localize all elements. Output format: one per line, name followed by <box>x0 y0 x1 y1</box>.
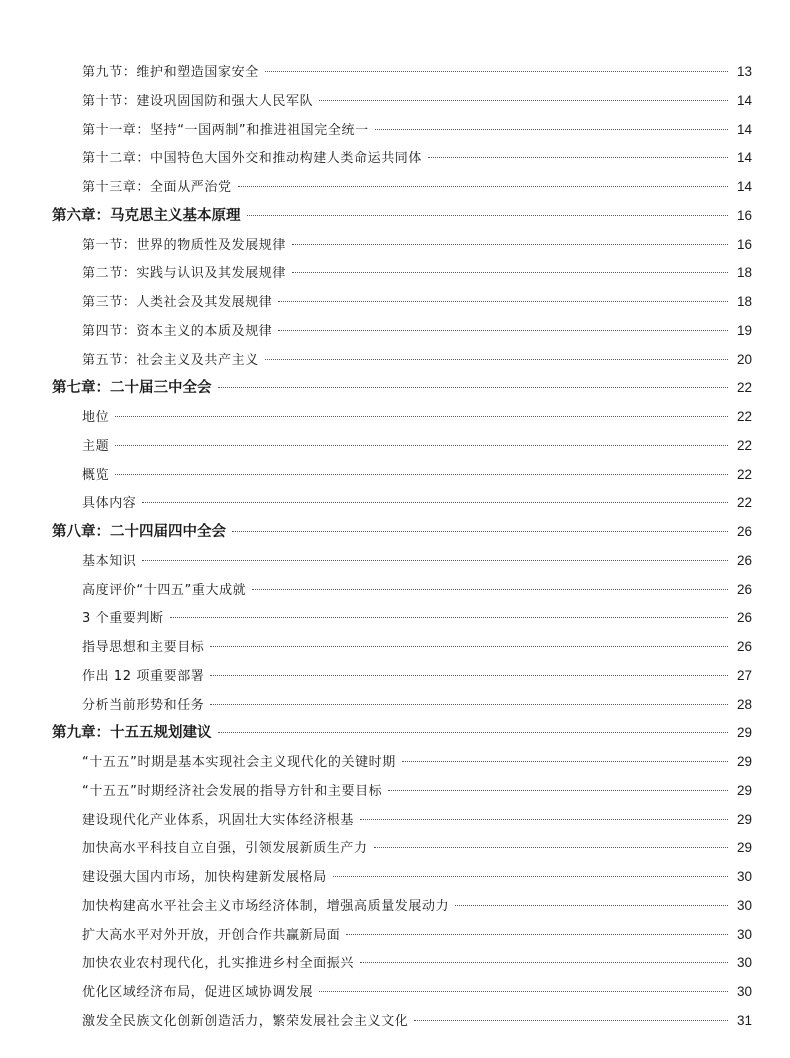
toc-section-entry[interactable] <box>0 288 790 317</box>
toc-page-number: 29 <box>736 782 752 798</box>
toc-dot-leader <box>232 531 728 532</box>
toc-section-entry[interactable] <box>0 173 790 202</box>
toc-section-entry[interactable] <box>0 921 790 950</box>
toc-page-number: 30 <box>736 955 752 971</box>
toc-entry-title: 第八章：二十四届四中全会 <box>52 524 226 540</box>
toc-dot-leader <box>115 445 728 446</box>
toc-page-number: 22 <box>736 437 752 453</box>
toc-entry-title: 第十一章：坚持“一国两制”和推进祖国完全统一 <box>82 122 369 138</box>
toc-section-entry[interactable] <box>0 949 790 978</box>
toc-entry-title: “十五五”时期经济社会发展的指导方针和主要目标 <box>82 783 383 799</box>
toc-dot-leader <box>115 474 728 475</box>
toc-page-number: 18 <box>736 265 752 281</box>
toc-dot-leader <box>210 675 728 676</box>
toc-page-number: 13 <box>736 64 752 79</box>
toc-section-entry[interactable] <box>0 346 790 375</box>
toc-page-number: 14 <box>736 179 752 194</box>
toc-dot-leader <box>210 704 728 705</box>
toc-page-number: 29 <box>736 725 752 741</box>
toc-entry-title: 扩大高水平对外开放，开创合作共赢新局面 <box>82 927 341 943</box>
toc-section-entry[interactable] <box>0 144 790 173</box>
toc-entry-title: 作出 12 项重要部署 <box>82 668 205 684</box>
toc-dot-leader <box>402 761 728 762</box>
toc-entry-title: 建设强大国内市场，加快构建新发展格局 <box>82 870 327 885</box>
toc-page-number: 31 <box>736 1012 752 1028</box>
toc-section-entry[interactable] <box>0 489 790 518</box>
toc-section-entry[interactable] <box>0 432 790 461</box>
toc-page-number: 26 <box>736 581 752 597</box>
toc-dot-leader <box>278 330 728 331</box>
toc-entry-title: 第九章：十五五规划建议 <box>52 725 212 742</box>
toc-chapter-entry[interactable] <box>0 719 790 748</box>
toc-page-number: 29 <box>736 811 752 827</box>
toc-dot-leader <box>455 905 728 906</box>
toc-entry-title: 第十三章：全面从严治党 <box>82 180 232 195</box>
toc-entry-title: “十五五”时期是基本实现社会主义现代化的关键时期 <box>82 755 396 770</box>
toc-page-number: 30 <box>736 984 752 999</box>
toc-page-number: 20 <box>736 351 752 367</box>
toc-dot-leader <box>346 934 728 935</box>
toc-entry-title: 主题 <box>82 438 110 454</box>
toc-dot-leader <box>142 502 728 503</box>
toc-section-entry[interactable] <box>0 58 790 87</box>
toc-page-number: 22 <box>736 409 752 424</box>
toc-page-number: 26 <box>736 639 752 654</box>
toc-dot-leader <box>218 732 729 733</box>
toc-dot-leader <box>142 560 728 561</box>
toc-page-number: 18 <box>736 294 752 309</box>
toc-entry-title: 第十二章：中国特色大国外交和推动构建人类命运共同体 <box>82 151 423 167</box>
toc-section-entry[interactable] <box>0 777 790 806</box>
toc-dot-leader <box>292 272 728 273</box>
toc-entry-title: 加快构建高水平社会主义市场经济体制，增强高质量发展动力 <box>82 898 450 914</box>
toc-page-number: 19 <box>736 322 752 338</box>
toc-page-number: 29 <box>736 754 752 769</box>
toc-section-entry[interactable] <box>0 806 790 835</box>
toc-entry-title: 具体内容 <box>82 496 137 512</box>
toc-section-entry[interactable] <box>0 691 790 720</box>
toc-entry-title: 3 个重要判断 <box>82 611 164 627</box>
toc-entry-title: 第三节：人类社会及其发展规律 <box>82 295 273 310</box>
toc-page-number: 14 <box>736 92 752 108</box>
toc-dot-leader <box>278 301 728 302</box>
toc-section-entry[interactable] <box>0 259 790 288</box>
toc-section-entry[interactable] <box>0 1007 790 1036</box>
toc-section-entry[interactable] <box>0 547 790 576</box>
toc-section-entry[interactable] <box>0 231 790 260</box>
toc-page-number: 30 <box>736 926 752 942</box>
toc-entry-title: 第六章：马克思主义基本原理 <box>52 207 241 224</box>
toc-page-number: 14 <box>736 150 752 166</box>
toc-dot-leader <box>360 819 728 820</box>
toc-dot-leader <box>414 1020 728 1021</box>
toc-entry-title: 激发全民族文化创新创造活力，繁荣发展社会主义文化 <box>82 1013 409 1029</box>
toc-entry-title: 概览 <box>82 467 110 483</box>
toc-page-number: 28 <box>736 696 752 712</box>
toc-dot-leader <box>238 186 728 187</box>
toc-chapter-entry[interactable] <box>0 518 790 547</box>
toc-entry-title: 第五节：社会主义及共产主义 <box>82 352 259 368</box>
toc-dot-leader <box>218 387 729 388</box>
toc-section-entry[interactable] <box>0 461 790 490</box>
toc-entry-title: 第十节：建设巩固国防和强大人民军队 <box>82 93 314 109</box>
table-of-contents <box>0 58 790 1036</box>
toc-section-entry[interactable] <box>0 604 790 633</box>
toc-entry-title: 第四节：资本主义的本质及规律 <box>82 323 273 339</box>
toc-entry-title: 加快高水平科技自立自强，引领发展新质生产力 <box>82 841 368 857</box>
toc-page-number: 26 <box>736 610 752 626</box>
toc-entry-title: 分析当前形势和任务 <box>82 697 205 713</box>
toc-dot-leader <box>388 790 728 791</box>
toc-page-number: 29 <box>736 840 752 856</box>
toc-dot-leader <box>319 100 728 101</box>
toc-section-entry[interactable] <box>0 748 790 777</box>
toc-dot-leader <box>170 617 728 618</box>
toc-entry-title: 加快农业农村现代化，扎实推进乡村全面振兴 <box>82 956 355 972</box>
toc-dot-leader <box>265 71 728 72</box>
toc-section-entry[interactable] <box>0 403 790 432</box>
toc-dot-leader <box>319 991 728 992</box>
toc-dot-leader <box>374 847 728 848</box>
toc-entry-title: 基本知识 <box>82 553 137 569</box>
toc-section-entry[interactable] <box>0 633 790 662</box>
toc-dot-leader <box>265 359 728 360</box>
toc-entry-title: 第七章：二十届三中全会 <box>52 380 212 397</box>
toc-dot-leader <box>333 876 728 877</box>
toc-dot-leader <box>210 646 728 647</box>
toc-entry-title: 第一节：世界的物质性及发展规律 <box>82 237 287 253</box>
toc-page-number: 30 <box>736 897 752 913</box>
toc-section-entry[interactable] <box>0 576 790 605</box>
toc-page-number: 22 <box>736 466 752 482</box>
toc-page-number: 26 <box>736 552 752 568</box>
toc-entry-title: 第九节：维护和塑造国家安全 <box>82 65 259 80</box>
toc-dot-leader <box>428 157 728 158</box>
toc-section-entry[interactable] <box>0 317 790 346</box>
toc-page-number: 22 <box>736 380 752 396</box>
toc-entry-title: 优化区域经济布局，促进区域协调发展 <box>82 985 314 1000</box>
toc-section-entry[interactable] <box>0 116 790 145</box>
toc-page-number: 26 <box>736 524 752 539</box>
toc-dot-leader <box>375 129 728 130</box>
toc-chapter-entry[interactable] <box>0 374 790 403</box>
toc-page-number: 22 <box>736 495 752 511</box>
toc-dot-leader <box>292 244 728 245</box>
toc-section-entry[interactable] <box>0 863 790 892</box>
toc-page-number: 14 <box>736 121 752 137</box>
toc-dot-leader <box>247 215 729 216</box>
toc-chapter-entry[interactable] <box>0 202 790 231</box>
toc-dot-leader <box>252 589 728 590</box>
toc-page-number: 16 <box>736 236 752 252</box>
toc-dot-leader <box>360 962 728 963</box>
toc-page-number: 30 <box>736 869 752 884</box>
toc-entry-title: 高度评价“十四五”重大成就 <box>82 582 247 598</box>
toc-section-entry[interactable] <box>0 978 790 1007</box>
toc-entry-title: 第二节：实践与认识及其发展规律 <box>82 266 287 282</box>
toc-dot-leader <box>115 416 728 417</box>
toc-entry-title: 建设现代化产业体系，巩固壮大实体经济根基 <box>82 812 355 828</box>
toc-page-number: 27 <box>736 667 752 683</box>
toc-section-entry[interactable] <box>0 87 790 116</box>
toc-section-entry[interactable] <box>0 892 790 921</box>
toc-entry-title: 指导思想和主要目标 <box>82 640 205 655</box>
toc-section-entry[interactable] <box>0 834 790 863</box>
toc-section-entry[interactable] <box>0 662 790 691</box>
toc-page-number: 16 <box>736 207 752 223</box>
toc-entry-title: 地位 <box>82 410 110 425</box>
